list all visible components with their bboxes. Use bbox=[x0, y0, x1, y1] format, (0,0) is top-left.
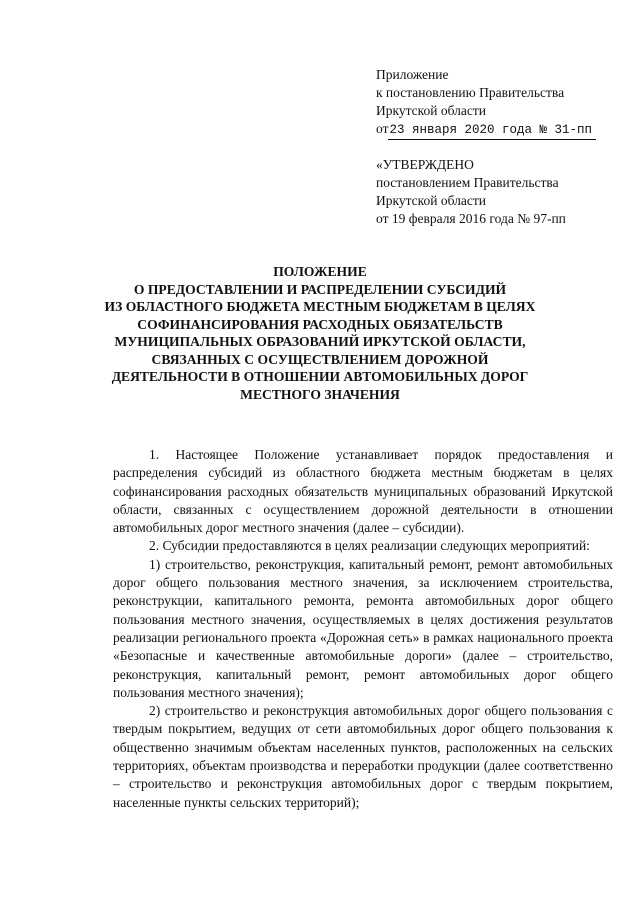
approved-stamp-text bbox=[376, 156, 616, 228]
annex-date-value: 23 января 2020 года № 31-пп bbox=[388, 122, 596, 140]
approved-line: от 19 февраля 2016 года № 97-пп bbox=[376, 211, 566, 226]
title-line: ДЕЯТЕЛЬНОСТИ В ОТНОШЕНИИ АВТОМОБИЛЬНЫХ ДОРОГ bbox=[111, 369, 529, 384]
document-title bbox=[90, 263, 550, 403]
annex-date-line bbox=[376, 120, 612, 140]
annex-line: к постановлению Правительства bbox=[376, 85, 565, 100]
approved-line: постановлением Правительства bbox=[376, 175, 559, 190]
annex-line: Иркутской области bbox=[376, 103, 487, 118]
title-line: О ПРЕДОСТАВЛЕНИИ И РАСПРЕДЕЛЕНИИ СУБСИДИЙ bbox=[133, 281, 507, 297]
paragraph-2: 2. Субсидии предоставляются в целях реализации следующих мероприятий: bbox=[149, 538, 590, 554]
title-line: МУНИЦИПАЛЬНЫХ ОБРАЗОВАНИЙ ИРКУТСКОЙ ОБЛАСТИ, bbox=[114, 334, 526, 349]
annex-date-prefix: от bbox=[376, 121, 389, 136]
document-body bbox=[113, 446, 613, 812]
annex-header bbox=[376, 66, 612, 140]
approved-line: Иркутской области bbox=[376, 193, 487, 208]
paragraph-2-item-2: 2) строительство и реконструкция автомобильных дорог общего пользования с твердым покрытием, ведущих от сети автомобильных дорог общего пользования к общественно значимым объектам населенных пунктов, расположенных на сельских территориях, объектам производства и переработки продукции (далее соответственно – строительство и реконструкция автомобильных дорог с твердым покрытием, населенные пункты сельских территорий); bbox=[113, 703, 613, 810]
title-line: ИЗ ОБЛАСТНОГО БЮДЖЕТА МЕСТНЫМ БЮДЖЕТАМ В ЦЕЛЯХ bbox=[104, 299, 536, 314]
title-line: СОФИНАНСИРОВАНИЯ РАСХОДНЫХ ОБЯЗАТЕЛЬСТВ bbox=[137, 316, 503, 332]
title-line: МЕСТНОГО ЗНАЧЕНИЯ bbox=[240, 386, 400, 402]
paragraph-2-item-1: 1) строительство, реконструкция, капитальный ремонт, ремонт автомобильных дорог общего пользования местного значения, за исключением строительства, реконструкции, капитального ремонта, ремонта автомобильных дорог общего пользования местного значения, осуществляемых в целях достижения результатов реализации регионального проекта «Дорожная сеть» в рамках национального проекта «Безопасные и качественные автомобильные дороги» (далее – строительство, реконструкция, капитальный ремонт, ремонт автомобильных дорог общего пользования местного значения); bbox=[113, 556, 613, 700]
annex-line: Приложение bbox=[376, 67, 449, 82]
title-line: СВЯЗАННЫХ С ОСУЩЕСТВЛЕНИЕМ ДОРОЖНОЙ bbox=[151, 351, 489, 367]
paragraph-1: 1. Настоящее Положение устанавливает порядок предоставления и распределения субсидий из областного бюджета местным бюджетам в целях софинансирования расходных обязательств муниципальных образований Иркутской области, связанных с осуществлением дорожной деятельности в отношении автомобильных дорог местного значения (далее – субсидии). bbox=[113, 447, 613, 536]
title-line: ПОЛОЖЕНИЕ bbox=[273, 264, 367, 279]
approved-line: «УТВЕРЖДЕНО bbox=[376, 157, 474, 172]
